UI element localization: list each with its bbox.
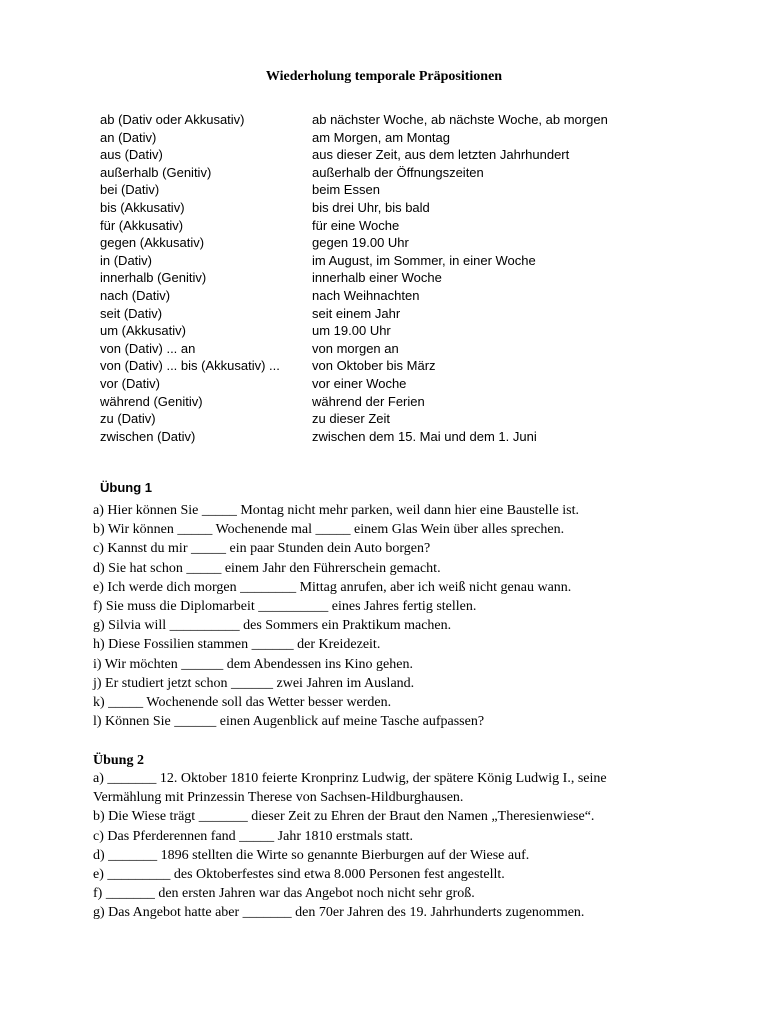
preposition-example: ab nächster Woche, ab nächste Woche, ab morgen [312,112,608,127]
exercise-item: b) Wir können _____ Wochenende mal _____ einem Glas Wein über alles sprechen. [93,522,565,538]
exercise-line: Vermählung mit Prinzessin Therese von Sachsen-Hildburghausen. [93,790,464,806]
preposition-example: beim Essen [312,182,380,198]
exercise-1-heading: Übung 1 [100,480,152,495]
preposition-term: für (Akkusativ) [100,217,184,233]
exercise-1-list [93,501,579,731]
preposition-example: für eine Woche [312,217,400,233]
exercise-item: i) Wir möchten ______ dem Abendessen ins Kino gehen. [93,656,413,672]
preposition-term: von (Dativ) ... bis (Akkusativ) ... [100,358,280,374]
exercise-2-heading: Übung 2 [93,753,144,768]
exercise-2-list [93,769,693,923]
preposition-example: während der Ferien [312,393,425,409]
exercise-line: f) _______ den ersten Jahren war das Angebot noch nicht sehr groß. [93,886,475,902]
preposition-term: innerhalb (Genitiv) [100,270,207,286]
exercise-line: c) Das Pferderennen fand _____ Jahr 1810 erstmals statt. [93,828,413,844]
preposition-term: seit (Dativ) [100,305,163,321]
preposition-term: ab (Dativ oder Akkusativ) [100,112,245,127]
preposition-term: von (Dativ) ... an [100,340,196,356]
preposition-example: zwischen dem 15. Mai und dem 1. Juni [312,428,537,444]
preposition-example: bis drei Uhr, bis bald [312,199,430,215]
preposition-example: von morgen an [312,340,399,356]
preposition-term: an (Dativ) [100,129,157,145]
exercise-item: k) _____ Wochenende soll das Wetter besser werden. [93,694,392,710]
exercise-line: b) Die Wiese trägt _______ dieser Zeit zu Ehren der Braut den Namen „Theresienwiese“. [93,809,595,825]
exercise-item: h) Diese Fossilien stammen ______ der Kreidezeit. [93,637,381,653]
exercise-item: g) Silvia will __________ des Sommers ein Praktikum machen. [93,618,452,634]
exercise-item: j) Er studiert jetzt schon ______ zwei Jahren im Ausland. [93,675,415,691]
preposition-example: nach Weihnachten [312,287,420,303]
preposition-term: zwischen (Dativ) [100,428,196,444]
preposition-term: bis (Akkusativ) [100,199,185,215]
page-title: Wiederholung temporale Präpositionen [265,69,503,84]
preposition-example: am Morgen, am Montag [312,129,451,145]
preposition-term: aus (Dativ) [100,147,163,163]
preposition-example: vor einer Woche [312,375,407,391]
preposition-term: während (Genitiv) [100,393,203,409]
preposition-term: vor (Dativ) [100,375,160,391]
preposition-term: bei (Dativ) [100,182,160,198]
exercise-item: a) Hier können Sie _____ Montag nicht mehr parken, weil dann hier eine Baustelle ist. [93,503,579,518]
exercise-line: a) _______ 12. Oktober 1810 feierte Kronprinz Ludwig, der spätere König Ludwig I., seine [93,771,607,786]
preposition-term: nach (Dativ) [100,287,171,303]
exercise-item: f) Sie muss die Diplomarbeit __________ eines Jahres fertig stellen. [93,598,477,614]
preposition-example: zu dieser Zeit [312,411,391,427]
exercise-line: d) _______ 1896 stellten die Wirte so genannte Bierburgen auf der Wiese auf. [93,847,530,863]
exercise-line: g) Das Angebot hatte aber _______ den 70er Jahren des 19. Jahrhunderts zugenommen. [93,905,585,921]
exercise-item: l) Können Sie ______ einen Augenblick auf meine Tasche aufpassen? [93,714,485,730]
preposition-example: seit einem Jahr [312,305,401,321]
preposition-example: um 19.00 Uhr [312,323,391,339]
preposition-term: in (Dativ) [100,252,153,268]
preposition-example: gegen 19.00 Uhr [312,235,409,251]
exercise-item: d) Sie hat schon _____ einem Jahr den Führerschein gemacht. [93,560,441,576]
exercise-line: e) _________ des Oktoberfestes sind etwa 8.000 Personen fest angestellt. [93,866,505,882]
preposition-term: außerhalb (Genitiv) [100,164,212,180]
preposition-example: außerhalb der Öffnungszeiten [312,164,484,180]
preposition-term: zu (Dativ) [100,411,156,427]
preposition-example: innerhalb einer Woche [312,270,442,286]
exercise-item: e) Ich werde dich morgen ________ Mittag anrufen, aber ich weiß nicht genau wann. [93,579,572,595]
preposition-example: im August, im Sommer, in einer Woche [312,252,536,268]
exercise-item: c) Kannst du mir _____ ein paar Stunden dein Auto borgen? [93,541,431,557]
preposition-term: um (Akkusativ) [100,323,186,339]
preposition-example: von Oktober bis März [312,358,436,374]
preposition-term: gegen (Akkusativ) [100,235,205,251]
preposition-example: aus dieser Zeit, aus dem letzten Jahrhundert [312,147,570,163]
